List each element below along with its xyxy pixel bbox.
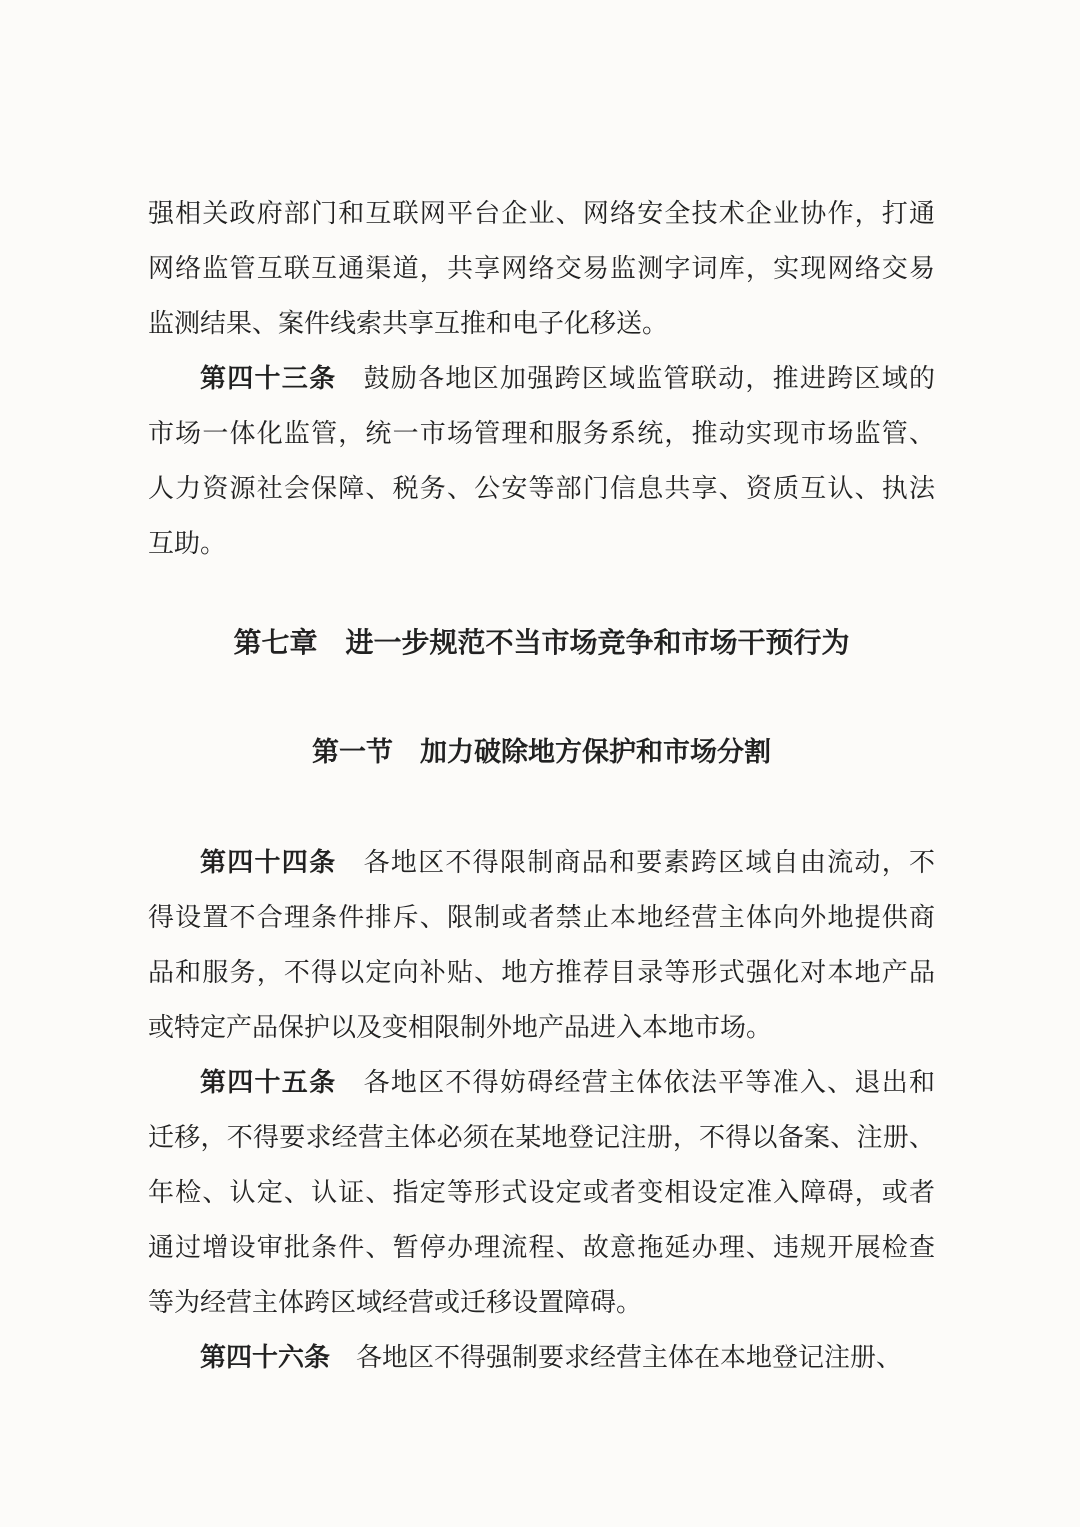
paragraph-article-44 [148,835,935,1055]
text-line [148,1330,935,1385]
text-line: 通过增设审批条件、暂停办理流程、故意拖延办理、违规开展检查 [148,1233,935,1262]
text-line: 或特定产品保护以及变相限制外地产品进入本地市场。 [148,1013,773,1042]
text-line: 市场一体化监管，统一市场管理和服务系统，推动实现市场监管、 [148,419,935,448]
text-line: 得设置不合理条件排斥、限制或者禁止本地经营主体向外地提供商 [148,903,935,932]
paragraph-article-43 [148,351,935,571]
article-text: 各地区不得限制商品和要素跨区域自由流动，不 [336,848,935,877]
text-line [148,835,935,890]
text-line: 监测结果、案件线索共享互推和电子化移送。 [148,309,669,338]
text-line: 等为经营主体跨区域经营或迁移设置障碍。 [148,1288,643,1317]
chapter-heading: 第七章 进一步规范不当市场竞争和市场干预行为 [233,627,850,658]
text-line: 网络监管互联互通渠道，共享网络交易监测字词库，实现网络交易 [148,254,935,283]
article-text: 鼓励各地区加强跨区域监管联动，推进跨区域的 [336,364,935,393]
paragraph-continuation [148,186,935,351]
text-line [148,351,935,406]
article-text: 各地区不得妨碍经营主体依法平等准入、退出和 [336,1068,935,1097]
text-line: 强相关政府部门和互联网平台企业、网络安全技术企业协作，打通 [148,199,935,228]
article-number: 第四十四条 [200,847,337,877]
article-text: 各地区不得强制要求经营主体在本地登记注册、 [330,1343,903,1372]
text-line: 人力资源社会保障、税务、公安等部门信息共享、资质互认、执法 [148,474,935,503]
article-number: 第四十三条 [200,363,337,393]
paragraph-article-45 [148,1055,935,1330]
paragraph-article-46 [148,1330,935,1385]
text-line: 年检、认定、认证、指定等形式设定或者变相设定准入障碍，或者 [148,1178,935,1207]
text-line: 品和服务，不得以定向补贴、地方推荐目录等形式强化对本地产品 [148,958,935,987]
text-line: 迁移，不得要求经营主体必须在某地登记注册，不得以备案、注册、 [148,1123,935,1152]
article-number: 第四十六条 [200,1342,331,1372]
article-number: 第四十五条 [200,1067,337,1097]
text-line: 互助。 [148,529,227,558]
document-body [148,186,935,1385]
text-line [148,1055,935,1110]
section-heading: 第一节 加力破除地方保护和市场分割 [312,737,771,767]
